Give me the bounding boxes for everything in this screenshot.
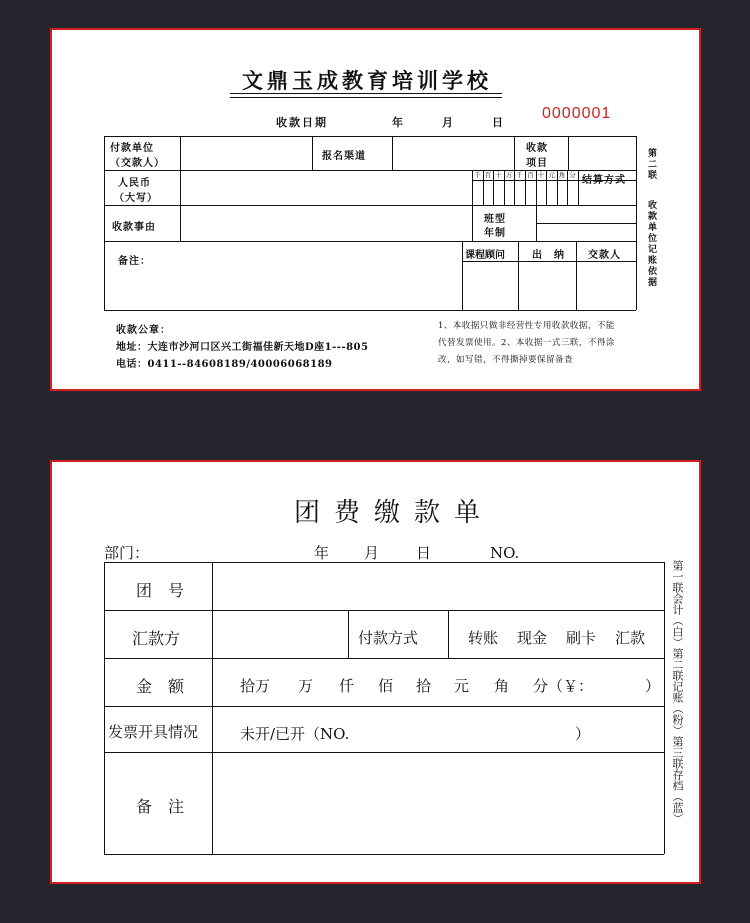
payment-reason-label: 收款事由 (112, 222, 156, 233)
form-day: 日 (416, 544, 432, 562)
digit-unit: 百 (527, 171, 534, 179)
form-title: 团费缴款单 (294, 498, 495, 528)
cashier-label: 出 纳 (532, 250, 565, 261)
payment-method-label: 付款方式 (358, 629, 419, 647)
form-month: 月 (364, 544, 380, 562)
department-label: 部门： (104, 544, 150, 562)
digit-unit: 万 (505, 171, 513, 179)
title-underline-2 (230, 97, 502, 98)
amount-label: 金 额 (136, 677, 185, 696)
receipt-day: 日 (492, 116, 505, 129)
payer-label-line1: 付款单位 (110, 143, 154, 154)
enrollment-channel-label: 报名渠道 (322, 151, 366, 162)
receipt-year: 年 (392, 116, 405, 129)
remarks-label: 备注： (118, 256, 151, 267)
amount-unit: 元 (454, 677, 470, 695)
digit-unit: 千 (516, 171, 523, 179)
payment-option-card: 刷卡 (566, 629, 597, 647)
form-year: 年 (314, 544, 330, 562)
amount-unit: 拾 (416, 677, 432, 695)
digit-unit: 百 (484, 171, 492, 179)
digit-unit: 十 (537, 171, 545, 179)
payer-person-label: 交款人 (588, 250, 621, 261)
group-number-label: 团 号 (136, 581, 185, 600)
receipt-month: 月 (442, 116, 455, 129)
settlement-method-label: 结算方式 (582, 175, 626, 186)
stamp-label: 收款公章： (116, 325, 171, 336)
amount-unit: ） (645, 677, 661, 695)
digit-unit: 十 (495, 171, 502, 179)
invoice-status-label: 发票开具情况 (108, 723, 199, 741)
payment-option-cash: 现金 (517, 629, 548, 647)
side-copy-label: 第二联 (646, 148, 656, 181)
payment-option-transfer: 转账 (468, 629, 499, 647)
payment-item-label-line2: 项目 (526, 158, 548, 169)
form-remarks-label: 备 注 (136, 797, 185, 816)
amount-unit: 仟 (339, 677, 355, 695)
rmb-label-line2: （大写） (114, 193, 158, 204)
amount-unit: 万 (298, 677, 314, 695)
invoice-close-paren: ） (575, 725, 591, 743)
amount-unit: 分（￥： (533, 677, 594, 695)
phone-text: 电话：0411--84608189/40006068189 (116, 359, 333, 370)
form-number-label: NO. (490, 544, 520, 562)
note-line-2: 代替发票使用。2、本收据一式三联，不得涂 (438, 338, 615, 348)
rmb-label-line1: 人民币 (118, 178, 151, 189)
digit-unit: 分 (569, 171, 576, 179)
remitter-label: 汇款方 (132, 629, 181, 648)
digit-unit: 角 (558, 171, 566, 179)
note-line-3: 改，如写错，不得撕掉要保留备查 (438, 355, 574, 365)
invoice-status-value: 未开/已开（NO. (240, 725, 350, 743)
digit-unit: 千 (474, 171, 481, 179)
form-side-copy-labels: 第一联会计（白）第二联记账（粉）第三联存档（蓝） (671, 560, 684, 824)
receipt-card (50, 28, 701, 391)
amount-unit: 佰 (378, 677, 394, 695)
payment-item-label-line1: 收款 (526, 143, 548, 154)
class-type-label-line1: 班型 (484, 214, 506, 225)
payer-label-line2: （交款人） (110, 158, 165, 169)
digit-unit: 元 (548, 171, 555, 179)
receipt-serial-number: 0000001 (542, 105, 612, 122)
address-text: 地址：大连市沙河口区兴工街福佳新天地D座1---805 (116, 342, 369, 353)
amount-unit: 拾万 (240, 677, 271, 695)
course-advisor-label: 课程顾问 (465, 250, 505, 261)
receipt-date-label: 收款日期 (276, 116, 328, 129)
side-purpose-label: 收款单位记账依据 (646, 200, 656, 288)
title-underline-1 (230, 93, 502, 94)
receipt-title: 文鼎玉成教育培训学校 (242, 68, 492, 93)
class-type-label-line2: 年制 (484, 228, 506, 239)
amount-unit: 角 (494, 677, 510, 695)
payment-option-remittance: 汇款 (615, 629, 646, 647)
note-line-1: 1、本收据只做非经营性专用收款收据，不能 (438, 321, 615, 331)
payment-form-card (50, 460, 701, 884)
